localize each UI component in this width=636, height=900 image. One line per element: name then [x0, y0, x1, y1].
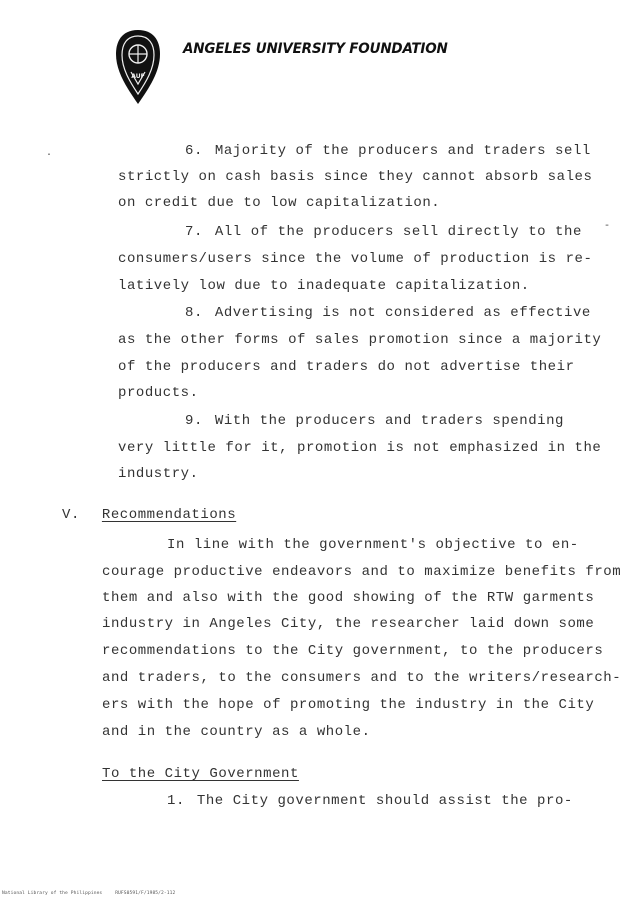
paragraph-line: them and also with the good showing of the RTW garments — [102, 590, 595, 606]
list-item-line: products. — [118, 385, 199, 401]
list-item-line: strictly on cash basis since they cannot absorb sales — [118, 169, 593, 185]
section-title: Recommendations — [101, 507, 237, 523]
scan-speck: - — [604, 221, 611, 232]
list-item-line: as the other forms of sales promotion since a majority — [118, 332, 602, 348]
list-item-line: 7. All of the producers sell directly to the — [185, 224, 582, 240]
list-item-line: industry. — [118, 466, 199, 482]
list-item-line: of the producers and traders do not advertise their — [118, 359, 575, 375]
paragraph-line: courage productive endeavors and to maximize benefits from — [102, 564, 622, 580]
footer-library: National Library of the Philippines — [2, 891, 103, 896]
svg-text:AUF: AUF — [131, 73, 145, 80]
list-item-line: 1. The City government should assist the pro- — [167, 793, 573, 809]
list-item-line: consumers/users since the volume of production is re- — [118, 251, 593, 267]
list-item-line: 8. Advertising is not considered as effective — [185, 305, 591, 321]
paragraph-line: In line with the government's objective to en- — [167, 537, 579, 553]
scan-speck: . — [46, 148, 53, 159]
list-item-line: latively low due to inadequate capitalization. — [118, 278, 530, 294]
paragraph-line: industry in Angeles City, the researcher laid down some — [102, 616, 595, 632]
footer-reference: RUFS0591/F/1985/2-112 — [115, 891, 176, 896]
list-item-line: 9. With the producers and traders spending — [185, 413, 565, 429]
paragraph-line: recommendations to the City government, to the producers — [102, 643, 604, 659]
section-numeral: V. — [62, 507, 80, 523]
institution-name: ANGELES UNIVERSITY FOUNDATION — [183, 40, 448, 58]
subsection-heading: To the City Government — [102, 766, 299, 782]
list-item-line: on credit due to low capitalization. — [118, 195, 441, 211]
scan-footer — [2, 891, 175, 896]
paragraph-line: and traders, to the consumers and to the writers/research- — [102, 670, 622, 686]
paragraph-line: ers with the hope of promoting the industry in the City — [102, 697, 595, 713]
university-seal-logo — [113, 28, 163, 106]
section-heading — [62, 506, 236, 524]
paragraph-line: and in the country as a whole. — [102, 724, 371, 740]
list-item-line: 6. Majority of the producers and traders sell — [185, 143, 591, 159]
list-item-line: very little for it, promotion is not emphasized in the — [118, 440, 602, 456]
